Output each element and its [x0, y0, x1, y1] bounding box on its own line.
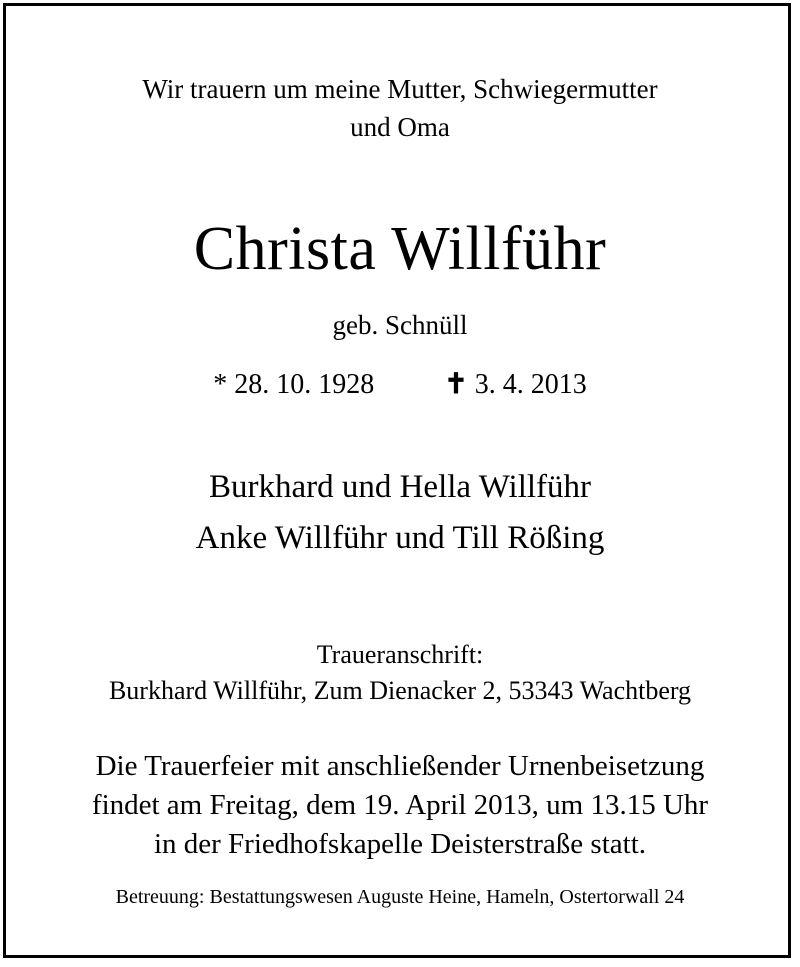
- address-label: Traueranschrift:: [316, 640, 484, 669]
- family-line-1: Burkhard und Hella Willführ: [208, 469, 592, 505]
- life-dates: [0, 367, 800, 401]
- intro-line-2: und Oma: [350, 112, 450, 142]
- intro-line-1: Wir trauern um meine Mutter, Schwiegermutter: [142, 74, 658, 104]
- death-date: 3. 4. 2013: [474, 369, 587, 400]
- birth-date: * 28. 10. 1928: [213, 369, 375, 400]
- birth-name: geb. Schnüll: [332, 310, 468, 340]
- family-line-2: Anke Willführ und Till Rößing: [195, 520, 605, 556]
- ceremony-line-3: in der Friedhofskapelle Deisterstraße statt.: [153, 828, 647, 860]
- cross-icon: ✝: [444, 369, 468, 400]
- ceremony-line-2: findet am Freitag, dem 19. April 2013, um 13.15 Uhr: [91, 789, 709, 821]
- ceremony-line-1: Die Trauerfeier mit anschließender Urnenbeisetzung: [95, 750, 705, 782]
- deceased-name: Christa Willführ: [193, 215, 607, 283]
- funeral-home-footer: Betreuung: Bestattungswesen Auguste Heine, Hameln, Ostertorwall 24: [115, 886, 685, 908]
- address-line: Burkhard Willführ, Zum Dienacker 2, 53343 Wachtberg: [108, 676, 692, 705]
